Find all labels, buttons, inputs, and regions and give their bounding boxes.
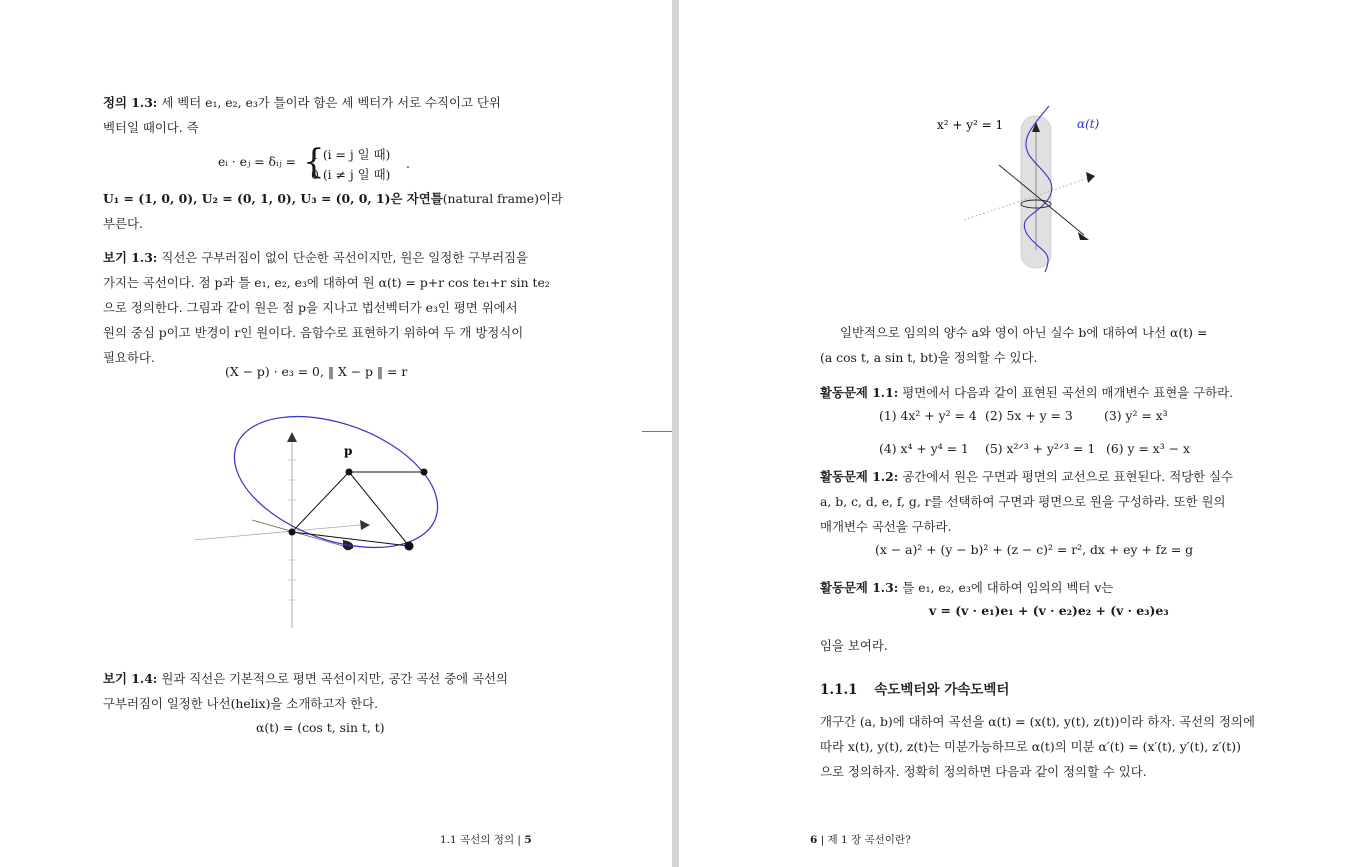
- section-body-line3: 으로 정의하자. 정확히 정의하면 다음과 같이 정의할 수 있다.: [820, 764, 1147, 779]
- right-page: [679, 0, 1349, 867]
- y-arrowhead: [360, 520, 370, 530]
- vector-decomposition-equation: v = (v · e₁)e₁ + (v · e₂)e₂ + (v · e₃)e₃: [929, 603, 1169, 618]
- section-title: 속도벡터와 가속도벡터: [874, 682, 1010, 698]
- item-4: (4) x⁴ + y⁴ = 1: [879, 441, 969, 456]
- y-arrowhead: [1086, 172, 1095, 183]
- activity-1-1: [820, 380, 1233, 405]
- point-p: [346, 469, 353, 476]
- sphere-plane-equation: (x − a)² + (y − b)² + (z − c)² = r², dx + ey + fz = g: [875, 542, 1194, 557]
- circle-in-plane-figure: [180, 400, 470, 635]
- case-not-equal: 0 (i ≠ j 일 때): [311, 167, 391, 182]
- point-p-label: p: [344, 444, 353, 458]
- z-arrowhead: [287, 432, 297, 442]
- helix-equation: α(t) = (cos t, sin t, t): [256, 720, 385, 735]
- example-1-3-line2: 가지는 곡선이다. 점 p과 틀 e₁, e₂, e₃에 대하여 원 α(t) = p+r cos te₁+r sin te₂: [103, 275, 550, 290]
- natural-frame-line: [103, 186, 563, 211]
- x-axis: [252, 520, 350, 548]
- cases-brace: {: [303, 142, 325, 182]
- delta-formula-lhs: eᵢ · eⱼ = δᵢⱼ =: [218, 154, 297, 169]
- natural-frame-vectors: U₁ = (1, 0, 0), U₂ = (0, 1, 0), U₃ = (0, 0, 1)은: [103, 191, 407, 206]
- left-page: [0, 0, 672, 867]
- section-heading: [820, 678, 1009, 698]
- natural-frame-tail: (natural frame)이라: [442, 191, 563, 206]
- example-1-3-line4: 원의 중심 p이고 반경이 r인 원이다. 음함수로 표현하기 위하여 두 개 방정식이: [103, 325, 524, 340]
- frame-lines: [292, 472, 424, 532]
- activity-1-2-line1: [820, 464, 1233, 489]
- activity-label: 활동문제 1.2:: [820, 469, 899, 484]
- page-gutter: [672, 0, 679, 867]
- item-5: (5) x²ᐟ³ + y²ᐟ³ = 1: [985, 441, 1096, 456]
- activity-1-3-tail: 임을 보여라.: [820, 638, 888, 653]
- cylinder-label: x² + y² = 1: [937, 118, 1004, 132]
- footer-right: [810, 832, 911, 847]
- point-e1: [421, 469, 428, 476]
- example-1-3-line1: [103, 245, 528, 270]
- example-text: 직선은 구부러짐이 없이 단순한 곡선이지만, 원은 일정한 구부러짐을: [161, 250, 528, 265]
- definition-label: 정의 1.3:: [103, 95, 158, 110]
- activity-text: 공간에서 원은 구면과 평면의 교선으로 표현된다. 적당한 실수: [902, 469, 1234, 484]
- point-e2: [405, 542, 414, 551]
- example-label: 보기 1.3:: [103, 250, 158, 265]
- activity-label: 활동문제 1.1:: [820, 385, 899, 400]
- section-body-line1: 개구간 (a, b)에 대하여 곡선을 α(t) = (x(t), y(t), z(t))이라 하자. 곡선의 정의에: [820, 714, 1255, 729]
- natural-frame-term: 자연틀: [406, 191, 443, 206]
- intro-line2: (a cos t, a sin t, bt)을 정의할 수 있다.: [820, 350, 1038, 365]
- activity-1-3: [820, 575, 1113, 600]
- footer-page-number: 5: [524, 834, 532, 846]
- definition-text: 세 벡터 e₁, e₂, e₃가 틀이라 함은 세 벡터가 서로 수직이고 단위: [161, 95, 501, 110]
- x-arrowhead: [1078, 232, 1089, 240]
- section-body-line2: 따라 x(t), y(t), z(t)는 미분가능하므로 α(t)의 미분 α′(t) = (x′(t), y′(t), z′(t)): [820, 739, 1241, 754]
- crop-mark-left: [642, 431, 672, 432]
- formula-period: .: [406, 156, 410, 171]
- definition-1-3-line2: 벡터일 때이다. 즉: [103, 120, 199, 135]
- natural-frame-line2: 부른다.: [103, 216, 143, 231]
- example-1-4-line2: 구부러짐이 일정한 나선(helix)을 소개하고자 한다.: [103, 696, 379, 711]
- item-1: (1) 4x² + y² = 4: [879, 408, 977, 423]
- definition-1-3-line1: [103, 90, 501, 115]
- footer-left: [440, 832, 532, 847]
- point-origin: [289, 529, 296, 536]
- radius-line: [349, 472, 409, 546]
- footer-chapter: | 제 1 장 곡선이란?: [817, 834, 911, 846]
- section-number: 1.1.1: [820, 682, 858, 698]
- example-1-3-line3: 으로 정의한다. 그림과 같이 원은 점 p을 지나고 법선벡터가 e₃인 평면 위에서: [103, 300, 518, 315]
- implicit-circle-equation: (X − p) · e₃ = 0, ‖ X − p ‖ = r: [225, 364, 408, 379]
- activity-1-2-line2: a, b, c, d, e, f, g, r를 선택하여 구면과 평면으로 원을 구성하라. 또한 원의: [820, 494, 1226, 509]
- activity-text: 틀 e₁, e₂, e₃에 대하여 임의의 벡터 v는: [902, 580, 1114, 595]
- example-label: 보기 1.4:: [103, 671, 158, 686]
- example-1-3-line5: 필요하다.: [103, 350, 155, 365]
- activity-text: 평면에서 다음과 같이 표현된 곡선의 매개변수 표현을 구하라.: [902, 385, 1234, 400]
- activity-1-2-line3: 매개변수 곡선을 구하라.: [820, 519, 952, 534]
- curve-label: α(t): [1077, 117, 1100, 131]
- example-text: 원과 직선은 기본적으로 평면 곡선이지만, 공간 곡선 중에 곡선의: [161, 671, 508, 686]
- example-1-4-line1: [103, 666, 508, 691]
- footer-page-number: 6: [810, 834, 818, 846]
- case-equal: 1 (i = j 일 때): [311, 147, 391, 162]
- helix-figure: [909, 100, 1129, 278]
- intro-line1: 일반적으로 임의의 양수 a와 영이 아닌 실수 b에 대하여 나선 α(t) =: [840, 325, 1208, 340]
- item-6: (6) y = x³ − x: [1106, 441, 1190, 456]
- footer-section: 1.1 곡선의 정의 |: [440, 834, 525, 846]
- activity-label: 활동문제 1.3:: [820, 580, 899, 595]
- item-2: (2) 5x + y = 3: [985, 408, 1073, 423]
- item-3: (3) y² = x³: [1104, 408, 1168, 423]
